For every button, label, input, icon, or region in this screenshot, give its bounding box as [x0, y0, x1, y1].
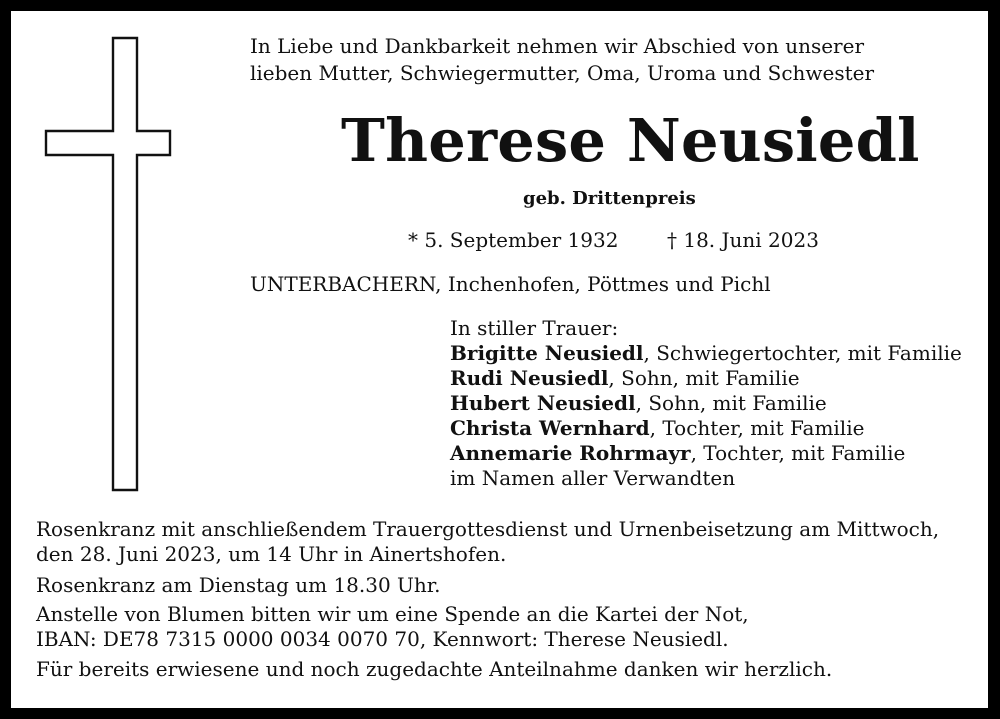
mourner-relation: , Sohn, mit Familie	[635, 391, 827, 415]
mourner-relation: , Tochter, mit Familie	[649, 416, 865, 440]
intro-line-1: In Liebe und Dankbarkeit nehmen wir Abschied von unserer	[250, 34, 865, 58]
mourner-item	[450, 366, 962, 391]
mourner-name: Annemarie Rohrmayr	[450, 441, 691, 465]
mourner-name: Brigitte Neusiedl	[450, 341, 644, 365]
footer-line-rosary-tuesday: Rosenkranz am Dienstag um 18.30 Uhr.	[36, 573, 441, 597]
footer-line-rosary-service: Rosenkranz mit anschließendem Trauergottesdienst und Urnenbeisetzung am Mittwoch,	[36, 517, 940, 541]
cross-icon	[44, 36, 173, 492]
mourner-relation: , Schwiegertochter, mit Familie	[643, 341, 962, 365]
mourner-item	[450, 441, 962, 466]
mourner-name: Rudi Neusiedl	[450, 366, 609, 390]
mourner-item	[450, 341, 962, 366]
deceased-name: Therese Neusiedl	[341, 106, 920, 175]
mourner-name: Hubert Neusiedl	[450, 391, 636, 415]
mourner-item	[450, 391, 962, 416]
relatives-line: im Namen aller Verwandten	[450, 466, 736, 490]
death-date: † 18. Juni 2023	[667, 228, 819, 252]
footer-line-iban: IBAN: DE78 7315 0000 0034 0070 70, Kennwort: Therese Neusiedl.	[36, 627, 729, 651]
mourner-item	[450, 416, 962, 441]
mourning-heading: In stiller Trauer:	[450, 316, 619, 340]
obituary-notice	[11, 11, 988, 708]
places: UNTERBACHERN, Inchenhofen, Pöttmes und Pichl	[250, 272, 771, 296]
footer-line-date-place: den 28. Juni 2023, um 14 Uhr in Ainertshofen.	[36, 542, 507, 566]
mourner-relation: , Tochter, mit Familie	[690, 441, 906, 465]
maiden-name: geb. Drittenpreis	[523, 188, 696, 209]
footer-line-thanks: Für bereits erwiesene und noch zugedachte Anteilnahme danken wir herzlich.	[36, 657, 833, 681]
footer-line-donation: Anstelle von Blumen bitten wir um eine Spende an die Kartei der Not,	[36, 602, 749, 626]
mourners-list	[450, 316, 962, 491]
mourner-relation: , Sohn, mit Familie	[608, 366, 800, 390]
mourner-name: Christa Wernhard	[450, 416, 650, 440]
birth-date: * 5. September 1932	[408, 228, 619, 252]
intro-line-2: lieben Mutter, Schwiegermutter, Oma, Uroma und Schwester	[250, 61, 875, 85]
